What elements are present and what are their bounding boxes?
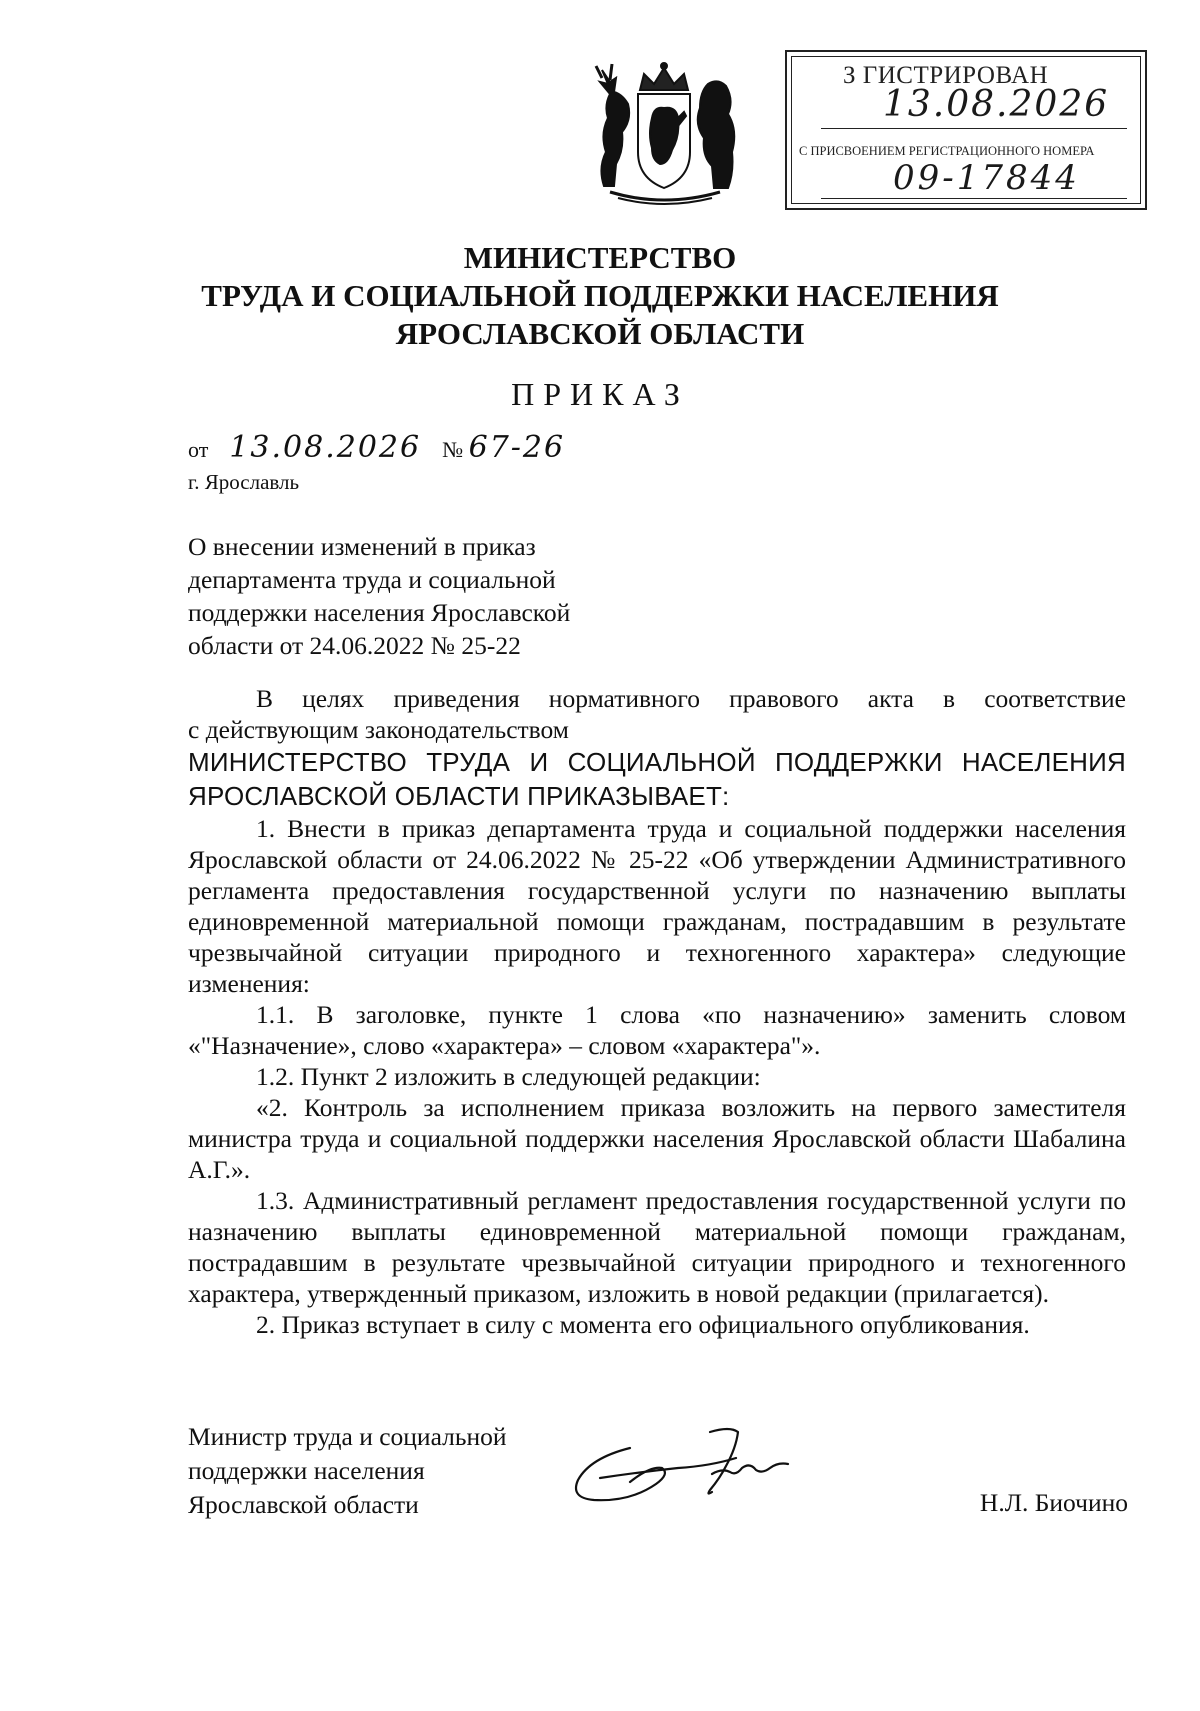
item-1-1: 1.1. В заголовке, пункте 1 слова «по назначению» заменить словом «"Назначение», слово «характера» – словом «характера"». xyxy=(188,1000,1126,1060)
order-body xyxy=(188,683,1126,1340)
item-1-3: 1.3. Административный регламент предоставления государственной услуги по назначению выплаты единовременной материальной помощи гражданам, пострадавшим в результате чрезвычайной ситуации природного и техногенного характера, утвержденный приказом, изложить в новой редакции (прилагается). xyxy=(188,1186,1126,1308)
intro-line-2: с действующим законодательством xyxy=(188,715,569,744)
stamp-underline-date xyxy=(821,128,1127,129)
ministry-title-line-1: МИНИСТЕРСТВО xyxy=(463,240,737,275)
subject-line: области от 24.06.2022 № 25-22 xyxy=(188,631,521,660)
order-date-number-line xyxy=(188,430,565,465)
registration-stamp xyxy=(785,50,1147,210)
item-2: 2. Приказ вступает в силу с момента его официального опубликования. xyxy=(256,1310,1030,1339)
subject-line: поддержки населения Ярославской xyxy=(188,598,571,627)
stamp-registration-number: 09-17844 xyxy=(893,158,1080,198)
position-line-3: Ярославской области xyxy=(188,1490,419,1519)
signer-name: Н.Л. Биочино xyxy=(979,1488,1128,1517)
stamp-underline-number xyxy=(821,198,1127,199)
intro-line-1: В целях приведения нормативного правового акта в соответствие xyxy=(256,684,1126,713)
position-line-1: Министр труда и социальной xyxy=(188,1422,507,1451)
signatory-position xyxy=(188,1420,507,1522)
handwritten-signature xyxy=(560,1418,800,1510)
order-date-handwritten: 13.08.2026 xyxy=(229,430,422,465)
order-directive-line-1: МИНИСТЕРСТВО ТРУДА И СОЦИАЛЬНОЙ ПОДДЕРЖКИ НАСЕЛЕНИЯ xyxy=(188,747,1126,777)
from-prefix: от xyxy=(188,437,209,462)
yaroslavl-coat-of-arms-icon xyxy=(588,60,740,210)
subject-line: О внесении изменений в приказ xyxy=(188,532,536,561)
order-directive-line-2: ЯРОСЛАВСКОЙ ОБЛАСТИ ПРИКАЗЫВАЕТ: xyxy=(188,781,730,811)
subject-line: департамента труда и социальной xyxy=(188,565,556,594)
document-type: ПРИКАЗ xyxy=(511,376,689,412)
order-subject xyxy=(188,530,570,662)
position-line-2: поддержки населения xyxy=(188,1456,425,1485)
ministry-title-line-3: ЯРОСЛАВСКОЙ ОБЛАСТИ xyxy=(395,316,805,351)
number-prefix: № xyxy=(442,437,464,462)
stamp-note: С ПРИСВОЕНИЕМ РЕГИСТРАЦИОННОГО НОМЕРА xyxy=(799,144,1095,158)
stamp-title: З ГИСТРИРОВАН xyxy=(843,62,1049,89)
item-1: 1. Внести в приказ департамента труда и социальной поддержки населения Ярославской области от 24.06.2022 № 25-22 «Об утверждении Административного регламента предоставления государственной услуги по назначению выплаты единовременной материальной помощи гражданам, пострадавшим в результате чрезвычайной ситуации природного и техногенного характера» следующие изменения: xyxy=(188,814,1126,998)
item-1-2: 1.2. Пункт 2 изложить в следующей редакции: xyxy=(256,1062,761,1091)
city: г. Ярославль xyxy=(188,470,300,494)
ministry-title-line-2: ТРУДА И СОЦИАЛЬНОЙ ПОДДЕРЖКИ НАСЕЛЕНИЯ xyxy=(201,278,999,313)
stamp-date: 13.08.2026 xyxy=(883,84,1110,125)
order-number-handwritten: 67-26 xyxy=(468,430,566,465)
item-1-2-quote: «2. Контроль за исполнением приказа возложить на первого заместителя министра труда и социальной поддержки населения Ярославской области Шабалина А.Г.». xyxy=(188,1093,1126,1184)
